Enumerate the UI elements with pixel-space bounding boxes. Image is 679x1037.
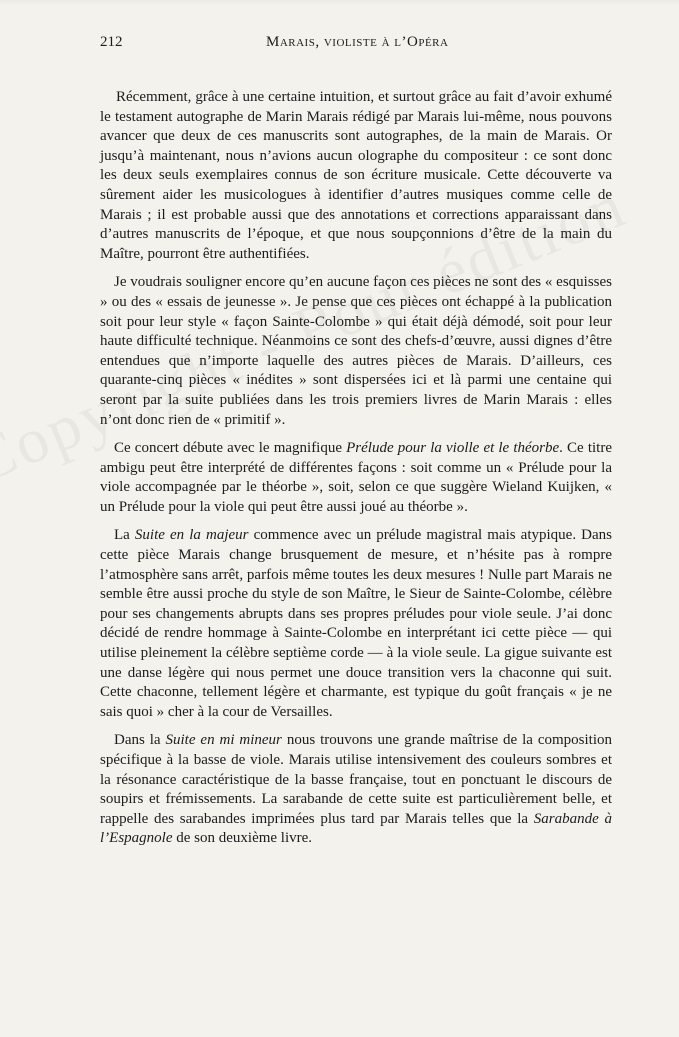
paragraph-text: de son deuxième livre. xyxy=(172,830,313,847)
paragraph xyxy=(100,731,612,849)
paragraph-text: nous trouvons une grande maîtrise de la composition spécifique à la basse de viole. Marais utilise intensivement des couleurs sombres et la résonance caractéristique de la basse française, tout en ponctuant le discours de soupirs et frémissements. La sarabande de cette suite est particulièrement belle, et rappelle des sarabandes imprimées plus tard par Marais telles que la xyxy=(100,732,613,827)
running-title: Marais, violiste à l’Opéra xyxy=(266,34,449,50)
paragraph-text: Récemment, grâce à une certaine intuition, et surtout grâce au fait d’avoir exhumé le testament autographe de Marin Marais rédigé par Marais lui-même, nous pouvons avancer que deux de ces manuscrits sont autographes, de la main de Marais. Or jusqu’à maintenant, nous n’avions aucun olographe du compositeur : ce sont donc les deux seuls exemplaires connus de son écriture musicale. Cette découverte va sûrement aider les musicologues à identifier d’autres musiques comme celle de Marais ; il est probable aussi que des annotations et corrections apparaissant dans d’autres manuscrits de l’époque, et que nous soupçonnions d’être de la main du Maître, pourront être authentifiées. xyxy=(100,89,612,262)
paragraph xyxy=(100,88,612,264)
paragraph-text: Ce concert débute avec le magnifique xyxy=(114,440,347,457)
paragraph-text: La xyxy=(114,527,135,544)
work-title: Suite en mi mineur xyxy=(165,732,282,749)
body-text xyxy=(100,88,612,858)
paragraph-text: . Ce titre ambigu peut être interprété de différentes façons : soit comme un « Prélude pour la viole accompagnée par le théorbe », soit, selon ce que suggère Wieland Kuijken, « un Prélude pour la viole qui peut être aussi joué au théorbe ». xyxy=(100,440,612,515)
paragraph-text: Dans la xyxy=(114,732,166,749)
work-title: Sarabande à l’Espagnole xyxy=(100,810,612,847)
work-title: Suite en la majeur xyxy=(134,527,249,544)
paragraph-text: commence avec un prélude magistral mais atypique. Dans cette pièce Marais change brusquement de mesure, et n’hésite pas à rompre l’atmosphère sans arrêt, parfois même toutes les deux mesures ! Nulle part Marais ne semble être aussi proche du style de son Maître, le Sieur de Sainte-Colombe, célèbre pour ses changements abrupts dans ses propres préludes pour viole seule. J’ai donc décidé de rendre hommage à Sainte-Colombe en interprétant ici cette pièce — qui utilise pleinement la célèbre septième corde — à la viole seule. La gigue suivante est une danse légère qui nous permet une douce transition vers la chaconne qui suit. Cette chaconne, tellement légère et charmante, est typique du goût français « je ne sais quoi » cher à la cour de Versailles. xyxy=(100,527,612,720)
page-number: 212 xyxy=(100,34,123,50)
paragraph-text: Je voudrais souligner encore qu’en aucune façon ces pièces ne sont des « esquisses » ou des « essais de jeunesse ». Je pense que ces pièces ont échappé à la publication soit pour leur style « façon Sainte-Colombe » qui était déjà démodé, soit pour leur haute difficulté technique. Néanmoins ce sont des chefs-d’œuvre, aussi dignes d’être entendues que n’importe laquelle des autres pièces de Marais. D’ailleurs, ces quarante-cinq pièces « inédites » sont dispersées ici et là parmi une centaine qui seront par la suite publiées dans les trois premiers livres de Marin Marais : elles n’ont donc rien de « primitif ». xyxy=(100,274,612,428)
running-head xyxy=(100,34,611,54)
paragraph xyxy=(100,439,612,517)
paragraph xyxy=(100,526,612,722)
work-title: Prélude pour la violle et le théorbe xyxy=(346,440,560,457)
paragraph xyxy=(100,273,612,430)
